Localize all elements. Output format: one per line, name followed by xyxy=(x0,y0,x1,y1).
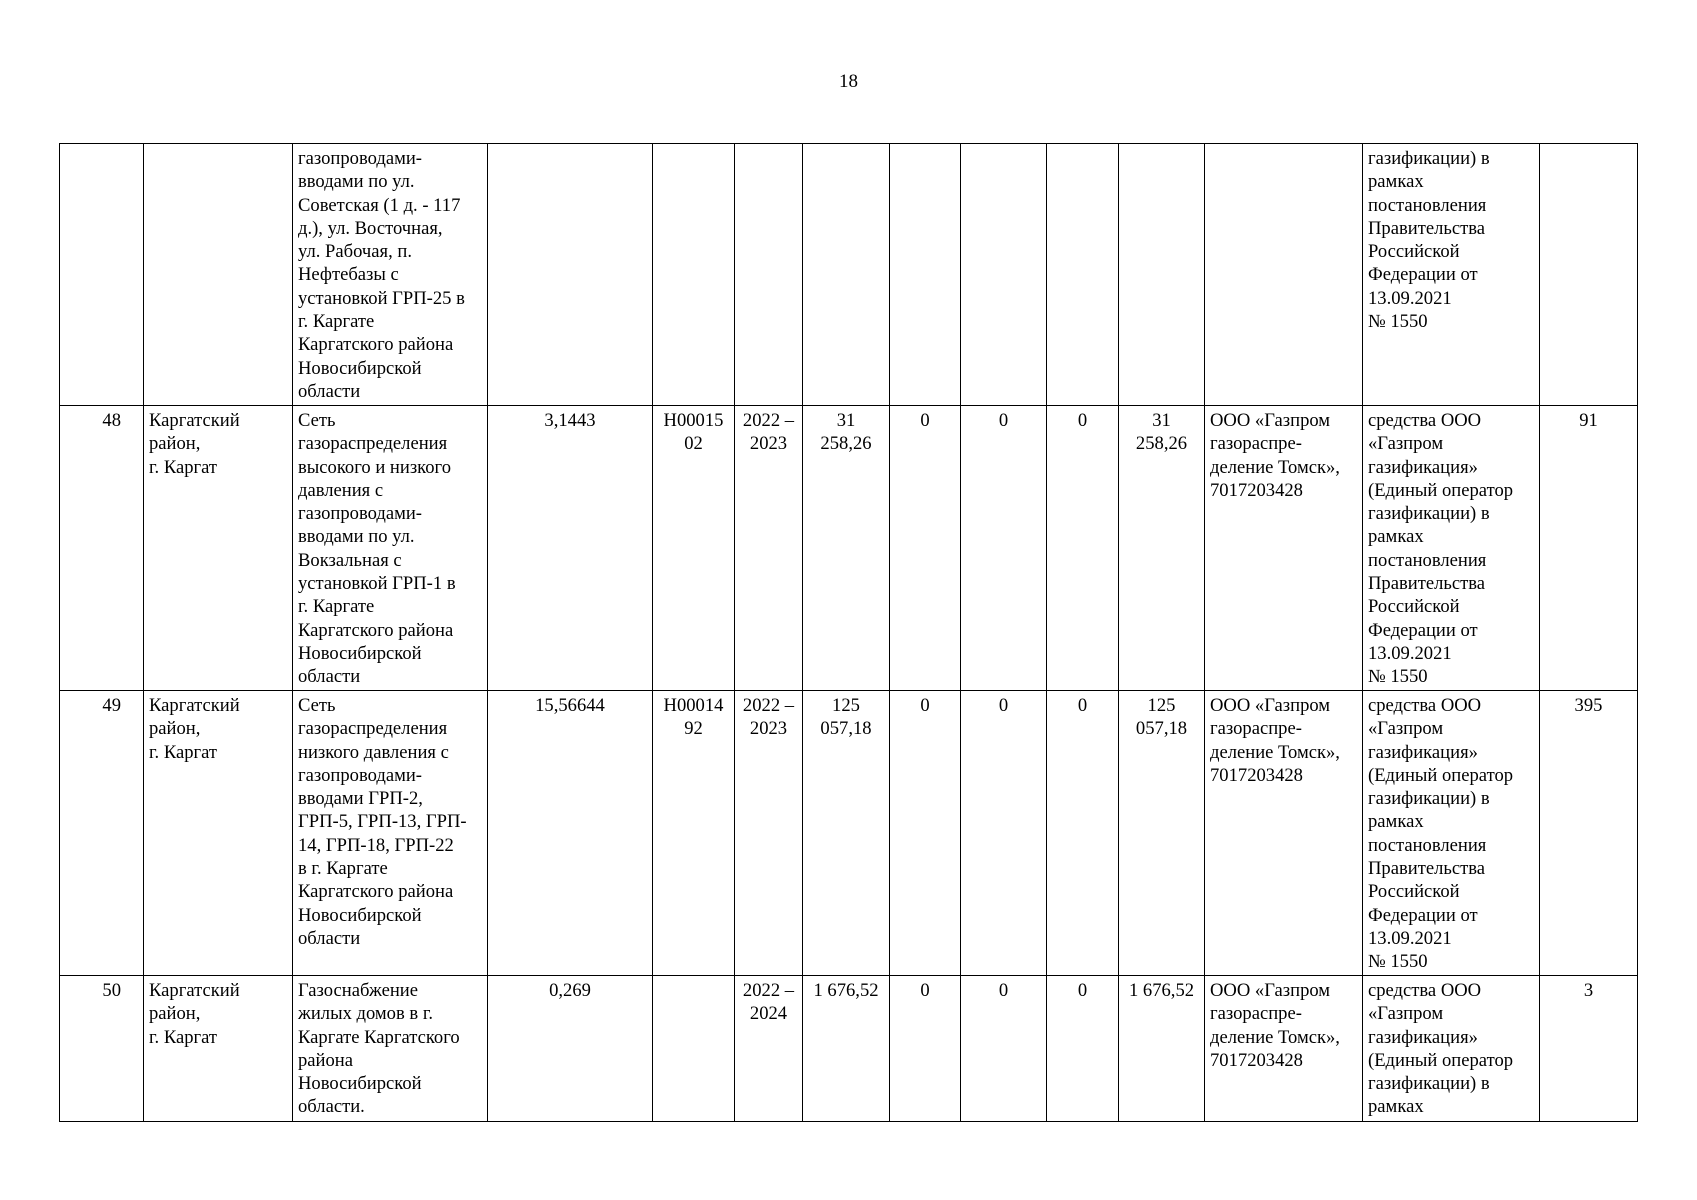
value-col-4 xyxy=(1119,144,1205,406)
object-description: Сеть газораспределения высокого и низкого давления с газопроводами- вводами по ул. Вокзальная с установкой ГРП-1 в г. Каргате Каргатского района Новосибирской области xyxy=(293,406,488,691)
value-col-2: 0 xyxy=(961,406,1047,691)
value-col-1: 0 xyxy=(890,976,961,1122)
funding-source: средства ООО «Газпром газификация» (Единый оператор газификации) в рамках постановления Правительства Российской Федерации от 13.09.2021 № 1550 xyxy=(1363,691,1540,976)
value-col-4: 1 676,52 xyxy=(1119,976,1205,1122)
table-row xyxy=(60,976,1638,1122)
table-row xyxy=(60,691,1638,976)
length-km: 3,1443 xyxy=(488,406,653,691)
object-description: Сеть газораспределения низкого давления с газопроводами- вводами ГРП-2, ГРП-5, ГРП-13, ГРП- 14, ГРП-18, ГРП-22 в г. Каргате Каргатского района Новосибирской области xyxy=(293,691,488,976)
period: 2022 – 2023 xyxy=(735,691,803,976)
row-number: 49 xyxy=(60,691,144,976)
location: Каргатский район, г. Каргат xyxy=(144,406,293,691)
length-km: 0,269 xyxy=(488,976,653,1122)
object-code: Н00014 92 xyxy=(653,691,735,976)
value-col-3: 0 xyxy=(1047,406,1119,691)
object-code xyxy=(653,976,735,1122)
value-col-4: 125 057,18 xyxy=(1119,691,1205,976)
organization: ООО «Газпром газораспре- деление Томск», 7017203428 xyxy=(1205,691,1363,976)
funding-source: средства ООО «Газпром газификация» (Единый оператор газификации) в рамках постановления Правительства Российской Федерации от 13.09.2021 № 1550 xyxy=(1363,406,1540,691)
object-code xyxy=(653,144,735,406)
gasification-table xyxy=(59,143,1638,1122)
period: 2022 – 2024 xyxy=(735,976,803,1122)
row-number xyxy=(60,144,144,406)
location xyxy=(144,144,293,406)
count: 3 xyxy=(1540,976,1638,1122)
table-row xyxy=(60,144,1638,406)
funding-source: средства ООО «Газпром газификация» (Единый оператор газификации) в рамках xyxy=(1363,976,1540,1122)
total-cost: 125 057,18 xyxy=(803,691,890,976)
funding-source: газификации) в рамках постановления Правительства Российской Федерации от 13.09.2021 № 1550 xyxy=(1363,144,1540,406)
location: Каргатский район, г. Каргат xyxy=(144,976,293,1122)
object-description: газопроводами- вводами по ул. Советская (1 д. - 117 д.), ул. Восточная, ул. Рабочая, п. Нефтебазы с установкой ГРП-25 в г. Каргате Каргатского района Новосибирской области xyxy=(293,144,488,406)
value-col-4: 31 258,26 xyxy=(1119,406,1205,691)
organization: ООО «Газпром газораспре- деление Томск», 7017203428 xyxy=(1205,406,1363,691)
organization xyxy=(1205,144,1363,406)
value-col-2: 0 xyxy=(961,691,1047,976)
table-row xyxy=(60,406,1638,691)
period: 2022 – 2023 xyxy=(735,406,803,691)
row-number: 50 xyxy=(60,976,144,1122)
value-col-2: 0 xyxy=(961,976,1047,1122)
count xyxy=(1540,144,1638,406)
count: 395 xyxy=(1540,691,1638,976)
total-cost xyxy=(803,144,890,406)
row-number: 48 xyxy=(60,406,144,691)
value-col-1: 0 xyxy=(890,691,961,976)
value-col-2 xyxy=(961,144,1047,406)
value-col-1 xyxy=(890,144,961,406)
period xyxy=(735,144,803,406)
length-km: 15,56644 xyxy=(488,691,653,976)
total-cost: 31 258,26 xyxy=(803,406,890,691)
organization: ООО «Газпром газораспре- деление Томск», 7017203428 xyxy=(1205,976,1363,1122)
value-col-1: 0 xyxy=(890,406,961,691)
location: Каргатский район, г. Каргат xyxy=(144,691,293,976)
length-km xyxy=(488,144,653,406)
object-code: Н00015 02 xyxy=(653,406,735,691)
object-description: Газоснабжение жилых домов в г. Каргате Каргатского района Новосибирской области. xyxy=(293,976,488,1122)
value-col-3: 0 xyxy=(1047,691,1119,976)
count: 91 xyxy=(1540,406,1638,691)
total-cost: 1 676,52 xyxy=(803,976,890,1122)
value-col-3: 0 xyxy=(1047,976,1119,1122)
value-col-3 xyxy=(1047,144,1119,406)
page-number: 18 xyxy=(839,71,858,92)
